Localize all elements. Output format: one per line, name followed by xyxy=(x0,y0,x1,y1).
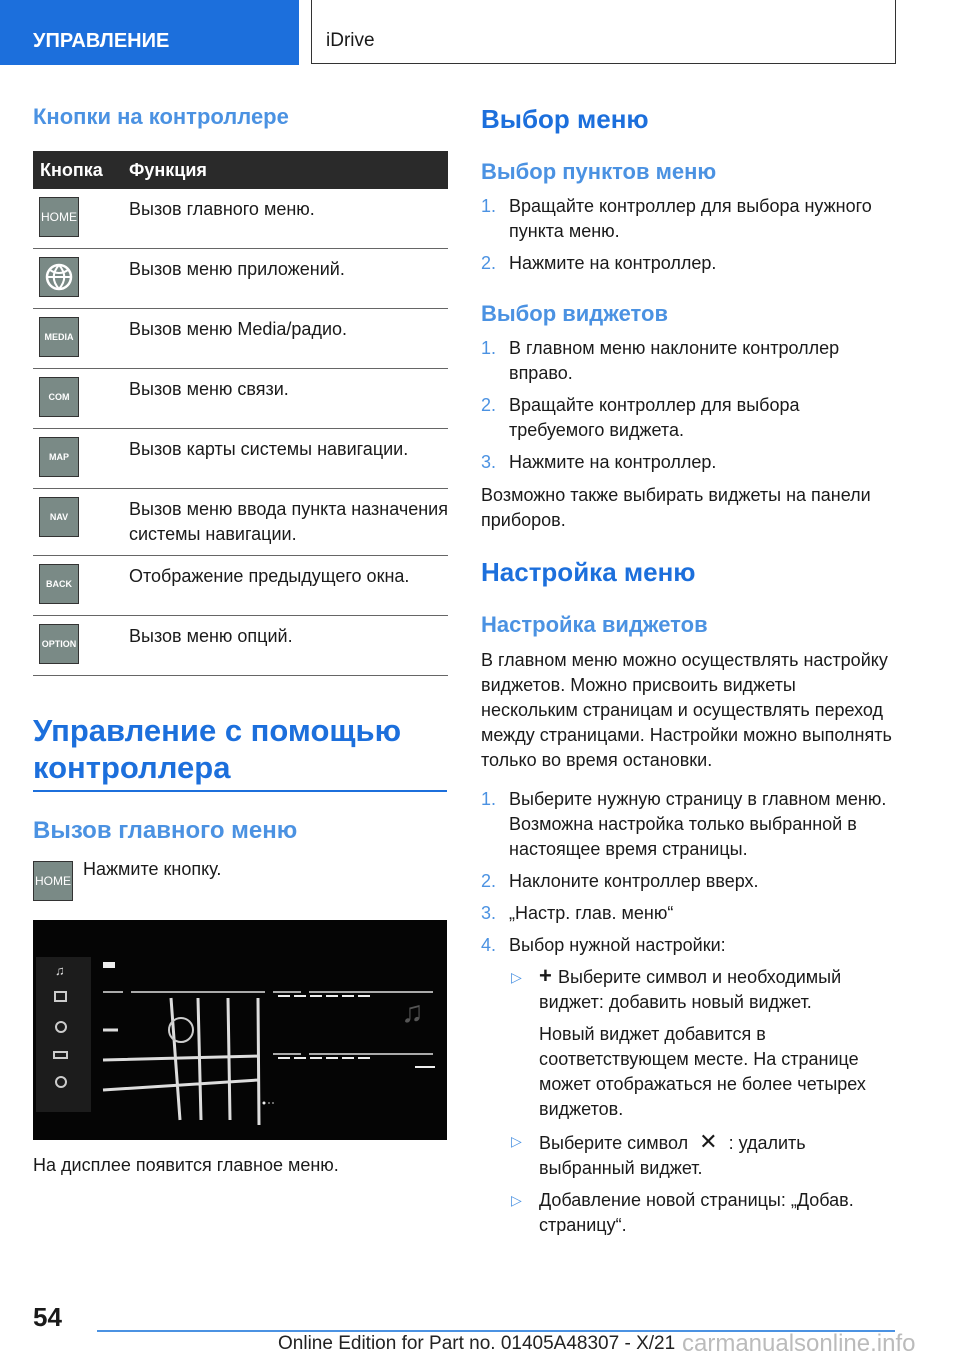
main-menu-heading: Вызов главного меню xyxy=(33,817,298,844)
button-cell xyxy=(33,309,129,369)
bullet-delete: ▷ Выберите символ ✕ : удалить выбранный виджет. xyxy=(511,1129,806,1178)
widget-setup-heading: Настройка виджетов xyxy=(481,612,708,637)
button-cell xyxy=(33,249,129,309)
close-x-icon: ✕ xyxy=(699,1129,718,1154)
bullet-add-note: Новый виджет добавится в соответствующем месте. На странице может отображаться не более четырех виджетов. xyxy=(539,1024,866,1119)
media-button-icon: MEDIA xyxy=(39,317,79,357)
home-button-icon: HOME xyxy=(39,197,79,237)
control-heading: Управление с помощью контроллера xyxy=(33,712,447,792)
button-cell xyxy=(33,489,129,556)
section-tab xyxy=(0,0,299,65)
table-header xyxy=(33,151,448,189)
button-cell xyxy=(33,369,129,429)
svg-text:♫: ♫ xyxy=(401,996,424,1029)
bullet-add: ▷ + Выберите символ и необходимый виджет: добавить новый виджет. xyxy=(511,963,842,1012)
com-button-icon: COM xyxy=(39,377,79,417)
items-heading: Выбор пунктов меню xyxy=(481,159,717,184)
function-cell: Вызов меню опций. xyxy=(129,616,448,676)
main-menu-illustration xyxy=(33,920,447,1140)
function-cell: Вызов карты системы навигации. xyxy=(129,429,448,489)
section-label: УПРАВЛЕНИЕ xyxy=(33,30,170,52)
table-row xyxy=(33,249,448,309)
table-row xyxy=(33,189,448,249)
setup-bullets xyxy=(481,965,895,1238)
step: 3. „Настр. глав. меню“ xyxy=(481,903,674,923)
function-cell: Вызов меню ввода пункта назначения системы навигации. xyxy=(129,489,448,556)
col-function: Функция xyxy=(129,151,448,189)
back-button-icon: BACK xyxy=(39,564,79,604)
function-cell: Вызов меню связи. xyxy=(129,369,448,429)
widget-setup-text: В главном меню можно осуществлять настройку виджетов. Можно присвоить виджеты нескольким страницам и осуществлять переход между страницами. Настройки можно выполнять только во время остановки. xyxy=(481,650,892,770)
buttons-table xyxy=(33,151,448,676)
function-cell: Отображение предыдущего окна. xyxy=(129,556,448,616)
table-row xyxy=(33,556,448,616)
chapter-tab xyxy=(311,0,896,64)
table-row xyxy=(33,489,448,556)
widgets-heading: Выбор виджетов xyxy=(481,301,668,326)
table-row xyxy=(33,616,448,676)
globe-button-icon xyxy=(39,257,79,297)
button-cell xyxy=(33,429,129,489)
map-button-icon: MAP xyxy=(39,437,79,477)
button-cell xyxy=(33,556,129,616)
screen-caption: На дисплее появится главное меню. xyxy=(33,1155,339,1175)
step: 1. В главном меню наклоните контроллер вправо. xyxy=(481,338,840,383)
step: 1. Выберите нужную страницу в главном меню. Возможна настройка только выбранной в настоящее время страницы. xyxy=(481,789,887,859)
bullet-new-page: ▷ Добавление новой страницы: „Добав. страницу“. xyxy=(511,1190,854,1235)
edition-text: Online Edition for Part no. 01405A48307 - X/21 xyxy=(278,1333,676,1354)
widgets-steps xyxy=(481,336,886,475)
col-button: Кнопка xyxy=(33,151,129,189)
step: 2. Нажмите на контроллер. xyxy=(481,253,717,273)
function-cell: Вызов меню Media/радио. xyxy=(129,309,448,369)
idrive-screen-image xyxy=(33,920,447,1140)
step: 2. Наклоните контроллер вверх. xyxy=(481,871,759,891)
svg-text:♫: ♫ xyxy=(55,963,65,978)
step: 2. Вращайте контроллер для выбора требуемого виджета. xyxy=(481,395,800,440)
button-cell xyxy=(33,189,129,249)
plus-icon: + xyxy=(539,963,558,988)
page-number: 54 xyxy=(33,1302,62,1332)
menu-setup-heading: Настройка меню xyxy=(481,557,696,587)
buttons-heading: Кнопки на контроллере xyxy=(33,104,289,129)
step: 1. Вращайте контроллер для выбора нужного пункта меню. xyxy=(481,196,872,241)
nav-button-icon: NAV xyxy=(39,497,79,537)
chapter-label: iDrive xyxy=(326,30,375,51)
items-steps xyxy=(481,194,895,276)
table-row xyxy=(33,429,448,489)
step: 3. Нажмите на контроллер. xyxy=(481,452,717,472)
function-cell: Вызов меню приложений. xyxy=(129,249,448,309)
button-cell xyxy=(33,616,129,676)
table-row xyxy=(33,309,448,369)
widgets-note: Возможно также выбирать виджеты на панели приборов. xyxy=(481,485,871,530)
setup-steps xyxy=(481,787,891,958)
function-cell: Вызов главного меню. xyxy=(129,189,448,249)
home-button-icon: HOME xyxy=(33,861,73,901)
table-row xyxy=(33,369,448,429)
press-text: Нажмите кнопку. xyxy=(83,859,222,879)
watermark: carmanualsonline.info xyxy=(682,1330,916,1357)
step: 4. Выбор нужной настройки: xyxy=(481,935,726,955)
menu-select-heading: Выбор меню xyxy=(481,104,649,134)
option-button-icon: OPTION xyxy=(39,624,79,664)
